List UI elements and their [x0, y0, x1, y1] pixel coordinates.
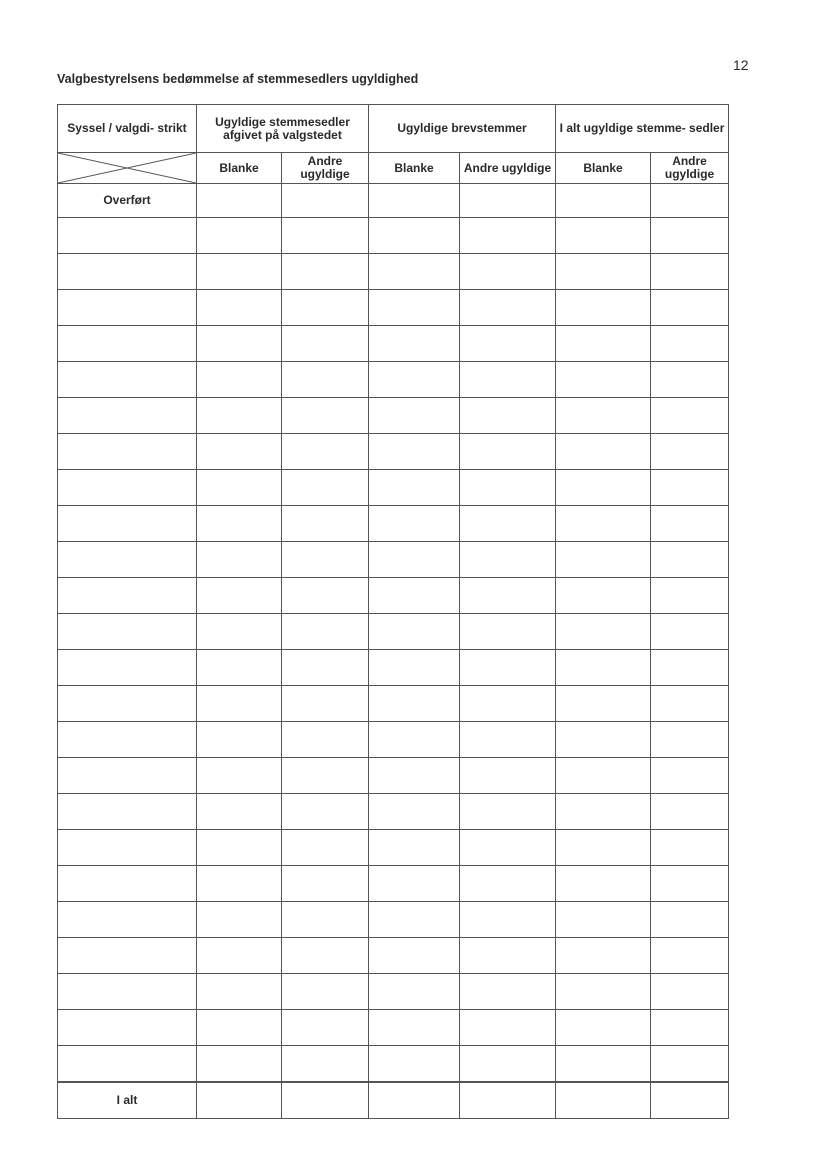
table-cell[interactable]	[369, 218, 460, 254]
table-cell[interactable]	[197, 578, 282, 614]
table-cell[interactable]	[651, 758, 729, 794]
table-cell[interactable]	[651, 830, 729, 866]
table-cell[interactable]	[460, 938, 556, 974]
table-cell[interactable]	[58, 218, 197, 254]
table-cell[interactable]	[197, 1046, 282, 1083]
table-row	[58, 218, 729, 254]
table-cell[interactable]	[282, 794, 369, 830]
table-row	[58, 398, 729, 434]
cross-lines	[58, 153, 196, 183]
table-cell[interactable]	[282, 650, 369, 686]
table-cell[interactable]	[556, 542, 651, 578]
table-cell[interactable]	[651, 218, 729, 254]
table-cell[interactable]	[282, 902, 369, 938]
table-cell[interactable]	[282, 362, 369, 398]
table-cell[interactable]	[460, 326, 556, 362]
table-cell[interactable]	[282, 578, 369, 614]
table-cell[interactable]	[651, 290, 729, 326]
table-row	[58, 542, 729, 578]
table-cell[interactable]	[58, 722, 197, 758]
subheader-other-1: Andre ugyldige	[282, 153, 369, 184]
ballot-invalidity-table	[57, 104, 729, 1119]
table-row	[58, 290, 729, 326]
table-cell[interactable]	[58, 794, 197, 830]
table-cell[interactable]	[58, 974, 197, 1010]
table-cell[interactable]	[197, 794, 282, 830]
table-cell[interactable]	[460, 542, 556, 578]
table-row	[58, 722, 729, 758]
table-cell[interactable]	[460, 470, 556, 506]
table-cell[interactable]	[556, 1082, 651, 1119]
table-cell[interactable]	[282, 686, 369, 722]
table-cell[interactable]	[556, 218, 651, 254]
table-cell[interactable]	[556, 758, 651, 794]
table-cell[interactable]	[282, 470, 369, 506]
table-cell[interactable]	[369, 578, 460, 614]
table-cell[interactable]	[369, 830, 460, 866]
table-cell[interactable]	[460, 184, 556, 218]
table-cell[interactable]	[460, 506, 556, 542]
table-cell[interactable]	[651, 1010, 729, 1046]
table-row	[58, 326, 729, 362]
table-cell[interactable]	[556, 866, 651, 902]
table-cell[interactable]	[282, 1082, 369, 1119]
form-title: Valgbestyrelsens bedømmelse af stemmesedlers ugyldighed	[57, 72, 419, 86]
table-cell[interactable]	[369, 362, 460, 398]
table-cell[interactable]	[197, 866, 282, 902]
table-cell[interactable]	[556, 434, 651, 470]
table-cell[interactable]	[197, 434, 282, 470]
header-invalid-postal-votes: Ugyldige brevstemmer	[369, 105, 556, 153]
subheader-blank-3: Blanke	[556, 153, 651, 184]
table-cell[interactable]	[369, 866, 460, 902]
table-cell[interactable]	[369, 1010, 460, 1046]
table-cell[interactable]	[460, 578, 556, 614]
table-cell[interactable]	[556, 650, 651, 686]
table-cell[interactable]	[197, 362, 282, 398]
table-cell[interactable]	[282, 184, 369, 218]
table-cell[interactable]	[460, 650, 556, 686]
table-cell[interactable]	[197, 326, 282, 362]
table-cell[interactable]	[58, 614, 197, 650]
table-cell[interactable]	[651, 1082, 729, 1119]
table-cell[interactable]	[651, 902, 729, 938]
table-cell[interactable]	[369, 542, 460, 578]
table-cell[interactable]	[197, 470, 282, 506]
table-cell[interactable]	[58, 686, 197, 722]
table-cell[interactable]	[282, 326, 369, 362]
table-cell[interactable]	[58, 254, 197, 290]
table-row	[58, 254, 729, 290]
table-cell[interactable]	[556, 290, 651, 326]
table-cell[interactable]	[197, 758, 282, 794]
header-invalid-at-polling-station: Ugyldige stemmesedler afgivet på valgstedet	[197, 105, 369, 153]
table-cell[interactable]	[369, 506, 460, 542]
table-cell[interactable]	[651, 938, 729, 974]
table-cell[interactable]	[556, 1010, 651, 1046]
table-cell[interactable]	[369, 290, 460, 326]
table-cell[interactable]	[369, 758, 460, 794]
table-cell[interactable]	[556, 1046, 651, 1083]
table-row	[58, 434, 729, 470]
header-district: Syssel / valgdi- strikt	[58, 105, 197, 153]
table-cell[interactable]	[460, 362, 556, 398]
table-cell[interactable]	[58, 434, 197, 470]
table-cell[interactable]	[651, 506, 729, 542]
table-cell[interactable]	[282, 1046, 369, 1083]
table-cell[interactable]	[197, 722, 282, 758]
table-row	[58, 686, 729, 722]
table-cell[interactable]	[282, 1010, 369, 1046]
table-cell[interactable]	[282, 830, 369, 866]
table-cell[interactable]	[58, 290, 197, 326]
table-cell[interactable]	[197, 398, 282, 434]
table-cell[interactable]	[58, 1010, 197, 1046]
table-cell[interactable]	[460, 830, 556, 866]
table-cell[interactable]	[460, 1046, 556, 1083]
table-cell[interactable]	[369, 614, 460, 650]
table-cell[interactable]	[460, 614, 556, 650]
table-cell[interactable]	[460, 902, 556, 938]
table-row	[58, 1046, 729, 1083]
table-row	[58, 974, 729, 1010]
table-cell[interactable]	[651, 614, 729, 650]
table-cell[interactable]	[197, 902, 282, 938]
table-cell[interactable]	[460, 866, 556, 902]
table-row	[58, 650, 729, 686]
table-cell[interactable]	[460, 1082, 556, 1119]
table-cell[interactable]	[197, 506, 282, 542]
table-cell[interactable]	[58, 398, 197, 434]
table-row	[58, 470, 729, 506]
table-cell[interactable]	[197, 938, 282, 974]
table-cell[interactable]	[556, 184, 651, 218]
table-cell[interactable]	[282, 614, 369, 650]
table-cell[interactable]	[651, 794, 729, 830]
table-row	[58, 578, 729, 614]
table-cell[interactable]	[556, 686, 651, 722]
table-cell[interactable]	[556, 578, 651, 614]
table-cell[interactable]	[369, 1046, 460, 1083]
table-cell[interactable]	[556, 902, 651, 938]
table-cell[interactable]	[282, 218, 369, 254]
table-cell[interactable]	[556, 326, 651, 362]
table-cell[interactable]	[556, 830, 651, 866]
crossed-out-cell	[58, 153, 197, 184]
table-cell[interactable]	[460, 758, 556, 794]
table-cell[interactable]	[651, 974, 729, 1010]
table-cell[interactable]	[282, 434, 369, 470]
table-row	[58, 506, 729, 542]
table-cell[interactable]	[460, 686, 556, 722]
table-cell[interactable]	[58, 506, 197, 542]
table-cell[interactable]	[58, 1046, 197, 1083]
table-cell[interactable]	[651, 434, 729, 470]
table-cell[interactable]	[282, 542, 369, 578]
table-cell[interactable]	[651, 578, 729, 614]
table-cell[interactable]	[58, 470, 197, 506]
table-row	[58, 830, 729, 866]
table-cell[interactable]	[282, 254, 369, 290]
table-cell[interactable]	[369, 434, 460, 470]
table-cell[interactable]	[369, 902, 460, 938]
table-cell[interactable]	[651, 686, 729, 722]
table-cell[interactable]	[460, 434, 556, 470]
table-cell[interactable]	[556, 362, 651, 398]
table-cell[interactable]	[369, 326, 460, 362]
table-row	[58, 614, 729, 650]
table-cell[interactable]	[556, 974, 651, 1010]
table-cell[interactable]	[282, 758, 369, 794]
table-cell[interactable]	[197, 254, 282, 290]
table-cell[interactable]	[369, 794, 460, 830]
table-cell[interactable]	[556, 614, 651, 650]
table-cell[interactable]	[460, 290, 556, 326]
subheader-other-3: Andre ugyldige	[651, 153, 729, 184]
subheader-blank-2: Blanke	[369, 153, 460, 184]
table-cell[interactable]	[651, 398, 729, 434]
table-cell[interactable]	[651, 650, 729, 686]
table-cell[interactable]	[197, 614, 282, 650]
table-cell[interactable]	[369, 938, 460, 974]
table-cell[interactable]	[556, 794, 651, 830]
table-cell[interactable]	[58, 362, 197, 398]
table-cell[interactable]	[58, 650, 197, 686]
table-cell[interactable]	[651, 326, 729, 362]
table-cell[interactable]	[651, 542, 729, 578]
table-row	[58, 866, 729, 902]
table-cell[interactable]	[556, 938, 651, 974]
subheader-other-2: Andre ugyldige	[460, 153, 556, 184]
table-cell[interactable]	[58, 578, 197, 614]
table-row	[58, 938, 729, 974]
table-cell[interactable]	[197, 830, 282, 866]
table-cell[interactable]	[460, 974, 556, 1010]
table-cell[interactable]	[197, 290, 282, 326]
table-row	[58, 362, 729, 398]
table-cell[interactable]	[282, 398, 369, 434]
table-cell[interactable]	[197, 650, 282, 686]
table-cell[interactable]	[58, 866, 197, 902]
table-cell[interactable]	[282, 938, 369, 974]
table-cell[interactable]	[651, 362, 729, 398]
table-cell[interactable]	[556, 506, 651, 542]
table-cell[interactable]	[282, 722, 369, 758]
table-cell[interactable]	[282, 290, 369, 326]
table-cell[interactable]	[460, 1010, 556, 1046]
table-cell[interactable]	[651, 254, 729, 290]
table-body	[58, 184, 729, 1083]
table-cell[interactable]	[58, 542, 197, 578]
table-cell[interactable]	[556, 722, 651, 758]
table-cell[interactable]	[197, 1010, 282, 1046]
table-cell[interactable]	[460, 722, 556, 758]
table-cell[interactable]	[369, 722, 460, 758]
table-row	[58, 794, 729, 830]
table-row	[58, 758, 729, 794]
table-cell[interactable]	[369, 470, 460, 506]
table-cell[interactable]	[197, 184, 282, 218]
table-row	[58, 1010, 729, 1046]
table-cell[interactable]	[460, 794, 556, 830]
table-cell[interactable]	[556, 254, 651, 290]
subheader-blank-1: Blanke	[197, 153, 282, 184]
table-cell[interactable]	[460, 218, 556, 254]
table-cell[interactable]	[58, 830, 197, 866]
table-cell[interactable]	[369, 974, 460, 1010]
table-cell[interactable]	[197, 218, 282, 254]
table-cell[interactable]	[58, 938, 197, 974]
table-cell[interactable]	[58, 902, 197, 938]
table-cell[interactable]	[282, 506, 369, 542]
table-cell[interactable]	[460, 398, 556, 434]
table-cell[interactable]	[369, 1082, 460, 1119]
table-cell[interactable]	[651, 1046, 729, 1083]
table-cell[interactable]	[282, 866, 369, 902]
table-cell[interactable]	[58, 758, 197, 794]
table-cell[interactable]	[460, 254, 556, 290]
table-cell[interactable]	[651, 866, 729, 902]
table-cell[interactable]	[197, 974, 282, 1010]
row-label-total: I alt	[58, 1082, 197, 1119]
table-cell[interactable]	[197, 1082, 282, 1119]
table-cell[interactable]	[282, 974, 369, 1010]
table-cell[interactable]	[369, 184, 460, 218]
table-cell[interactable]	[197, 686, 282, 722]
page-number: 12	[733, 57, 749, 73]
table-cell[interactable]	[556, 398, 651, 434]
table-row	[58, 902, 729, 938]
header-total-invalid: I alt ugyldige stemme- sedler	[556, 105, 729, 153]
table-cell[interactable]	[369, 254, 460, 290]
table-cell[interactable]	[369, 650, 460, 686]
table-cell[interactable]	[651, 722, 729, 758]
table-cell[interactable]	[369, 398, 460, 434]
table-cell[interactable]	[369, 686, 460, 722]
table-cell[interactable]	[556, 470, 651, 506]
table-cell[interactable]	[197, 542, 282, 578]
row-label-carried-over: Overført	[58, 184, 197, 218]
table-cell[interactable]	[651, 470, 729, 506]
table-cell[interactable]	[651, 184, 729, 218]
table-cell[interactable]	[58, 326, 197, 362]
